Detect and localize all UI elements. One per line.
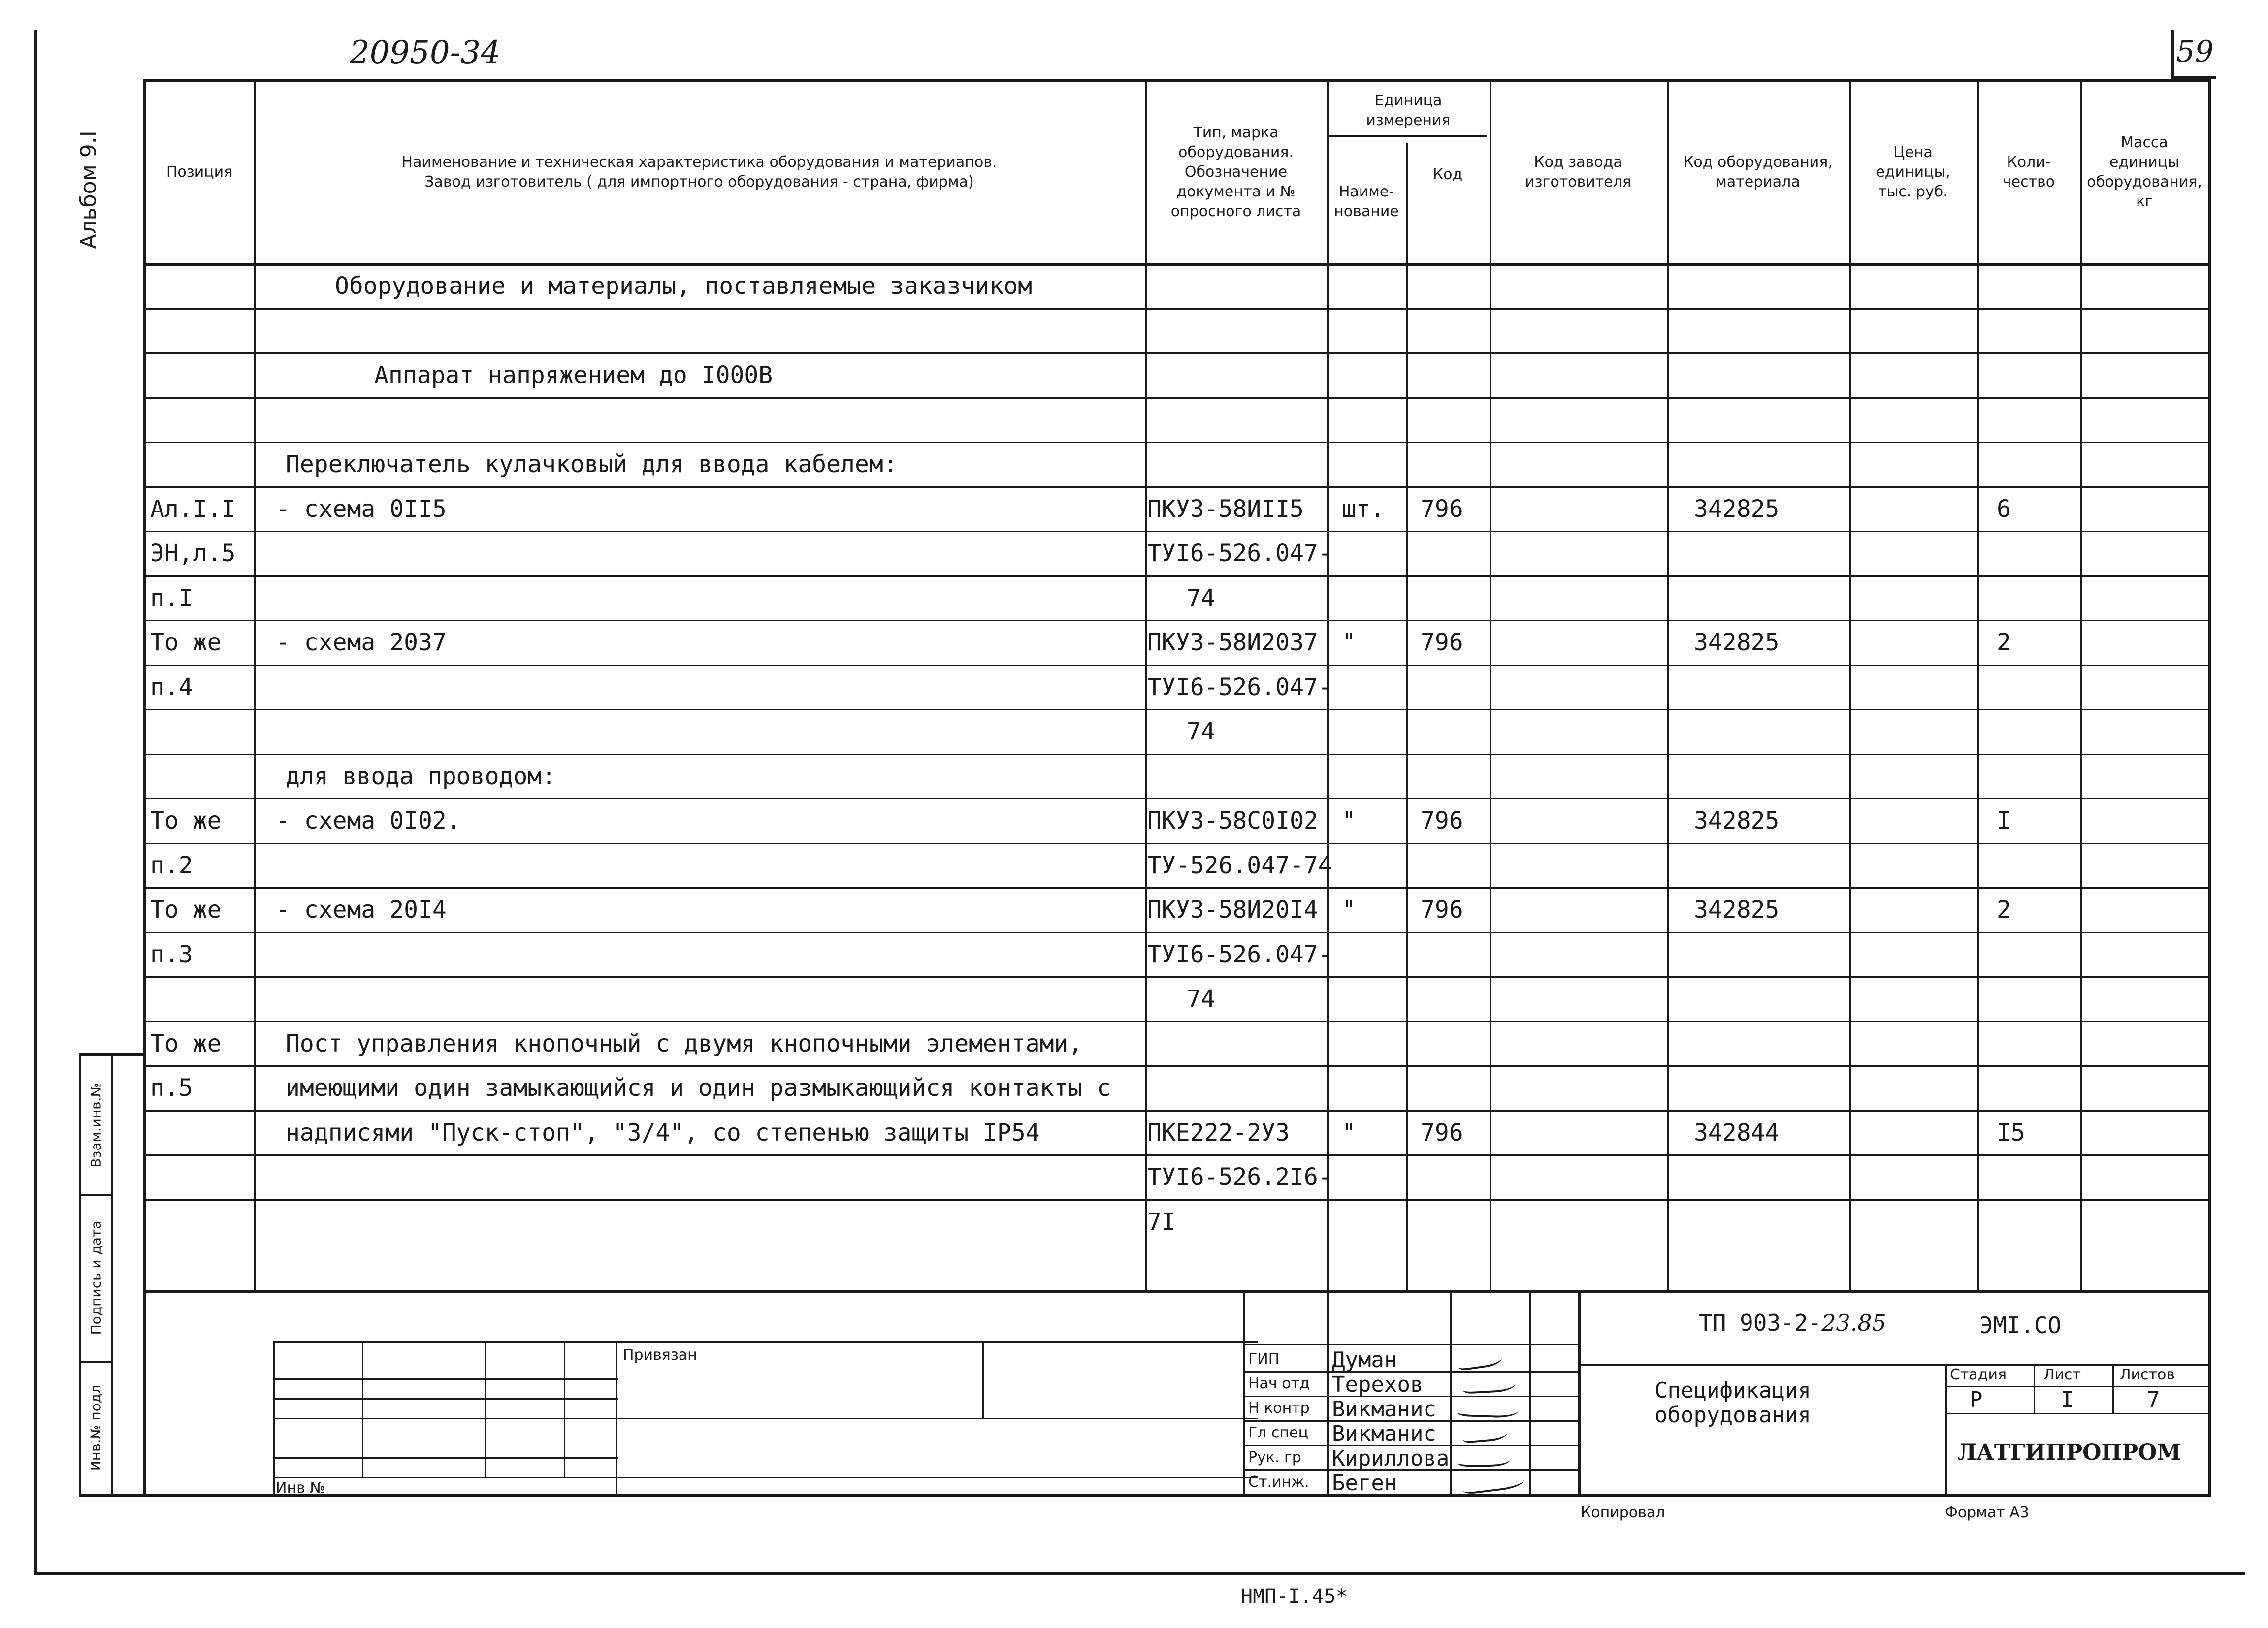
strip-cell-inventory bbox=[81, 1361, 111, 1494]
sheet-label: Лист bbox=[2043, 1366, 2081, 1383]
footer-stamp: НМП-I.45* bbox=[1241, 1585, 1348, 1608]
grid-line bbox=[1945, 1364, 1947, 1497]
column-line bbox=[1667, 79, 1669, 1290]
row-line bbox=[143, 352, 2211, 354]
role-name: Терехов bbox=[1332, 1372, 1424, 1397]
inv-no-label: Инв № bbox=[276, 1479, 325, 1497]
row-name: - схема 0II5 bbox=[276, 495, 447, 523]
row-quantity: 2 bbox=[1997, 896, 2011, 924]
row-type: ПКУЗ-58ИII5 bbox=[1147, 495, 1304, 523]
header-name: Наименование и техническая характеристика оборудования и материапов. Завод изготовитель ( для импортного оборудования - страна, фирма) bbox=[401, 154, 997, 191]
row-line bbox=[143, 887, 2211, 889]
role-name: Беген bbox=[1332, 1470, 1397, 1496]
row-line bbox=[143, 665, 2211, 666]
format-label: Формат А3 bbox=[1945, 1504, 2029, 1521]
row-position: ЭН,л.5 bbox=[150, 540, 236, 567]
strip-cell-signature bbox=[81, 1194, 111, 1363]
row-position: Ал.I.I bbox=[150, 495, 236, 523]
row-name: Оборудование и материалы, поставляемые заказчиком bbox=[335, 272, 1033, 300]
row-type: ТУI6-526.047- bbox=[1147, 673, 1332, 701]
grid-line bbox=[1243, 1290, 1245, 1497]
header-type: Тип, марка оборудования. Обозначение документа и № опросного листа bbox=[1170, 124, 1301, 220]
row-equipment-code: 342844 bbox=[1694, 1118, 1780, 1147]
row-position: п.4 bbox=[150, 673, 193, 701]
role-label: Гл спец bbox=[1248, 1424, 1308, 1441]
row-quantity: 2 bbox=[1997, 629, 2011, 656]
row-type: ПКУЗ-58И2037 bbox=[1147, 629, 1318, 656]
column-line bbox=[1977, 79, 1979, 1290]
row-unit-code: 796 bbox=[1421, 1118, 1463, 1147]
grid-line bbox=[273, 1477, 1258, 1478]
page-number-box bbox=[2171, 30, 2216, 79]
doc-code-printed: ТП 903-2- bbox=[1699, 1309, 1822, 1336]
grid-line bbox=[273, 1418, 1258, 1419]
row-line bbox=[143, 620, 2211, 621]
stage-label: Стадия bbox=[1950, 1366, 2007, 1383]
strip-label-inventory: Инв.№ подл bbox=[88, 1384, 104, 1471]
header-bottom-line bbox=[143, 263, 2211, 266]
row-type: ПКУЗ-58С0I02 bbox=[1147, 807, 1318, 834]
row-line bbox=[143, 1110, 2211, 1112]
grid-line bbox=[362, 1341, 363, 1477]
row-name: - схема 2037 bbox=[276, 629, 447, 656]
row-line bbox=[143, 486, 2211, 488]
row-position: То же bbox=[150, 807, 222, 834]
row-line bbox=[143, 531, 2211, 532]
row-type: 74 bbox=[1187, 718, 1215, 745]
album-label: Альбом 9.I bbox=[76, 130, 101, 249]
row-line bbox=[143, 442, 2211, 443]
header-maker-code: Код завода изготовителя bbox=[1525, 154, 1631, 191]
row-unit: " bbox=[1342, 896, 1356, 924]
row-name: для ввода проводом: bbox=[286, 762, 556, 790]
row-line bbox=[143, 798, 2211, 799]
title-block-top-line bbox=[143, 1290, 2211, 1293]
header-unit-group: Единица измерения bbox=[1366, 92, 1451, 129]
grid-line bbox=[982, 1341, 984, 1418]
row-name: Пост управления кнопочный с двумя кнопочными элементами, bbox=[286, 1029, 1083, 1057]
column-line bbox=[1406, 143, 1408, 1290]
row-type: ТУI6-526.047- bbox=[1147, 540, 1332, 567]
strip-label-replacement: Взам.инв.№ bbox=[88, 1082, 104, 1168]
row-unit-code: 796 bbox=[1421, 495, 1463, 523]
row-line bbox=[143, 1065, 2211, 1067]
side-strip bbox=[79, 1053, 143, 1497]
row-line bbox=[143, 1021, 2211, 1022]
row-quantity: I bbox=[1997, 807, 2011, 834]
grid-line bbox=[485, 1341, 486, 1477]
row-equipment-code: 342825 bbox=[1694, 896, 1780, 924]
signature-scribble bbox=[1458, 1447, 1511, 1467]
sheets-label: Листов bbox=[2120, 1366, 2175, 1383]
copied-label: Копировал bbox=[1581, 1504, 1665, 1521]
row-position: То же bbox=[150, 629, 222, 656]
row-line bbox=[143, 308, 2211, 310]
grid-line bbox=[1450, 1290, 1452, 1497]
row-name: - схема 0I02. bbox=[276, 807, 461, 834]
row-unit-code: 796 bbox=[1421, 629, 1463, 656]
org-name: ЛАТГИПРОПРОМ bbox=[1957, 1440, 2181, 1465]
row-unit: шт. bbox=[1342, 495, 1385, 523]
column-line bbox=[1145, 79, 1147, 1290]
doc-title: Спецификация оборудования bbox=[1654, 1378, 1811, 1428]
column-line bbox=[254, 79, 256, 1290]
row-quantity: I5 bbox=[1997, 1118, 2025, 1147]
sheet-code: ЭМI.СО bbox=[1979, 1312, 2062, 1339]
grid-line bbox=[273, 1378, 618, 1380]
row-equipment-code: 342825 bbox=[1694, 495, 1780, 523]
row-line bbox=[143, 932, 2211, 933]
grid-line bbox=[1578, 1290, 1581, 1497]
header-equipment-code: Код оборудования, материала bbox=[1683, 154, 1833, 191]
row-line bbox=[143, 754, 2211, 755]
row-position: То же bbox=[150, 1029, 222, 1057]
grid-line bbox=[1243, 1344, 1581, 1345]
column-line bbox=[1849, 79, 1851, 1290]
row-line bbox=[143, 1154, 2211, 1156]
role-row-line bbox=[1243, 1494, 1581, 1496]
row-position: п.5 bbox=[150, 1074, 193, 1102]
grid-line bbox=[616, 1341, 617, 1494]
sheets-value: 7 bbox=[2147, 1387, 2160, 1412]
row-line bbox=[143, 397, 2211, 399]
doc-code bbox=[1699, 1309, 1886, 1336]
doc-code-handwritten: 23.85 bbox=[1821, 1309, 1886, 1336]
row-type: ПКУЗ-58И20I4 bbox=[1147, 896, 1318, 924]
column-line bbox=[2080, 79, 2082, 1290]
column-line bbox=[1490, 79, 1491, 1290]
page-number: 59 bbox=[2176, 34, 2214, 69]
role-label: Н контр bbox=[1248, 1400, 1310, 1417]
role-label: Рук. гр bbox=[1248, 1449, 1301, 1466]
header-position: Позиция bbox=[166, 163, 233, 181]
header-price: Цена единицы, тыс. руб. bbox=[1876, 144, 1950, 200]
grid-line bbox=[2112, 1364, 2114, 1413]
row-line bbox=[143, 709, 2211, 710]
header-mass: Масса единицы оборудования, кг bbox=[2087, 134, 2202, 210]
row-unit-code: 796 bbox=[1421, 896, 1463, 924]
role-name: Думан bbox=[1332, 1347, 1397, 1373]
row-line bbox=[143, 976, 2211, 978]
row-type: ТУ-526.047-74 bbox=[1147, 851, 1332, 879]
header-quantity: Коли- чество bbox=[2002, 154, 2055, 191]
role-name: Викманис bbox=[1332, 1421, 1436, 1446]
sheet-value: I bbox=[2061, 1387, 2074, 1412]
row-unit: " bbox=[1342, 629, 1356, 656]
row-type: 74 bbox=[1187, 584, 1215, 612]
privyazan-label: Привязан bbox=[623, 1346, 697, 1364]
row-name: надписями "Пуск-стоп", "3/4", со степенью защиты IP54 bbox=[286, 1118, 1040, 1147]
role-label: Нач отд bbox=[1248, 1375, 1310, 1392]
grid-line bbox=[1327, 1290, 1329, 1497]
row-unit-code: 796 bbox=[1421, 807, 1463, 834]
grid-line bbox=[273, 1398, 618, 1400]
grid-line bbox=[2034, 1364, 2035, 1413]
role-label: ГИП bbox=[1248, 1350, 1280, 1368]
row-position: п.3 bbox=[150, 940, 193, 968]
row-equipment-code: 342825 bbox=[1694, 807, 1780, 834]
row-name: - схема 20I4 bbox=[276, 896, 447, 924]
row-name: Аппарат напряжением до I000В bbox=[374, 361, 773, 389]
row-line bbox=[143, 843, 2211, 844]
row-line bbox=[143, 1199, 2211, 1201]
row-name: Переключатель кулачковый для ввода кабелем: bbox=[286, 450, 898, 478]
row-position: То же bbox=[150, 896, 222, 924]
grid-line bbox=[273, 1457, 618, 1459]
header-unit-name: Наиме- нование bbox=[1334, 183, 1399, 220]
strip-cell-replacement bbox=[81, 1056, 111, 1196]
row-type: ПКЕ222-2УЗ bbox=[1147, 1118, 1290, 1147]
row-line bbox=[143, 575, 2211, 577]
grid-line bbox=[1529, 1290, 1531, 1497]
strip-divider bbox=[111, 1056, 113, 1494]
doc-number-handwritten: 20950-34 bbox=[350, 34, 501, 71]
grid-line bbox=[1945, 1386, 2211, 1387]
signature-scribble bbox=[1457, 1397, 1519, 1418]
row-type: ТУI6-526.047- bbox=[1147, 940, 1332, 968]
row-type: 74 bbox=[1187, 985, 1215, 1013]
grid-line bbox=[1945, 1413, 2211, 1414]
header-unit-code: Код bbox=[1432, 166, 1463, 183]
role-name: Кириллова bbox=[1332, 1446, 1450, 1471]
role-label: Ст.инж. bbox=[1248, 1473, 1309, 1491]
row-unit: " bbox=[1342, 807, 1356, 834]
strip-label-signature: Подпись и дата bbox=[88, 1220, 104, 1335]
stage-value: Р bbox=[1970, 1387, 1983, 1412]
row-position: п.2 bbox=[150, 851, 193, 879]
row-unit: " bbox=[1342, 1118, 1356, 1147]
grid-line bbox=[564, 1341, 565, 1477]
row-name: имеющими один замыкающийся и один размыкающийся контакты с bbox=[286, 1074, 1111, 1102]
row-type: 7I bbox=[1147, 1208, 1176, 1236]
row-quantity: 6 bbox=[1997, 495, 2011, 523]
grid-line bbox=[1578, 1364, 2211, 1366]
row-position: п.I bbox=[150, 584, 193, 612]
role-name: Викманис bbox=[1332, 1397, 1436, 1422]
row-type: ТУI6-526.2I6- bbox=[1147, 1163, 1332, 1191]
row-equipment-code: 342825 bbox=[1694, 629, 1780, 656]
